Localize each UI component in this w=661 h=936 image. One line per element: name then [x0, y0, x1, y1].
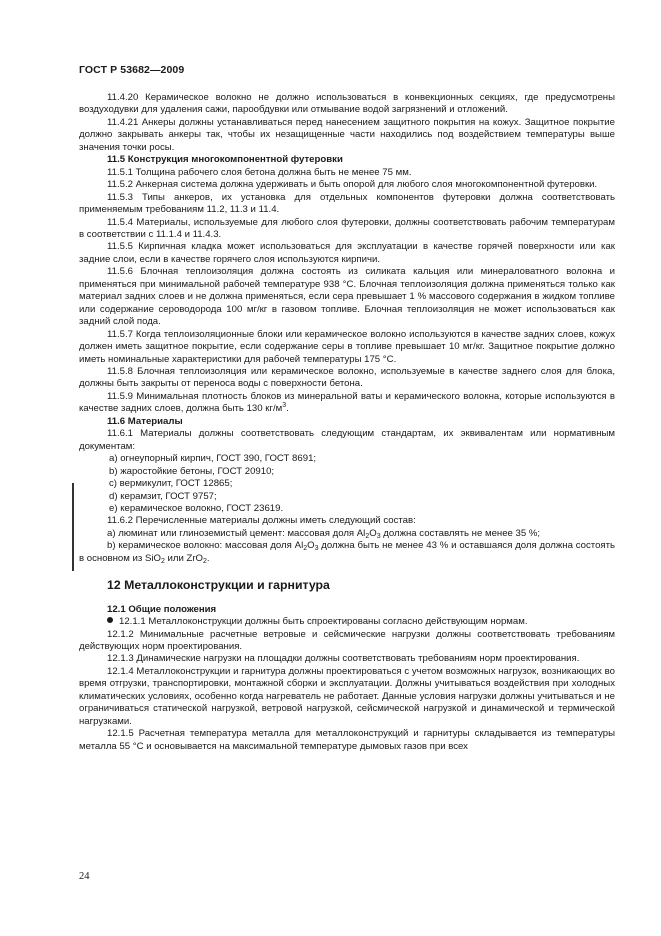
paragraph-12-1-2: 12.1.2 Минимальные расчетные ветровые и сейсмические нагрузки должны соответствовать требованиям действующих норм проектирования.: [79, 628, 615, 653]
chapter-heading-12: 12 Металлоконструкции и гарнитура: [107, 578, 330, 593]
list-item-b: b) жаростойкие бетоны, ГОСТ 20910;: [109, 465, 275, 477]
document-body: [79, 92, 615, 753]
composition-item-a: [79, 528, 615, 540]
list-item-d: d) керамзит, ГОСТ 9757;: [109, 490, 217, 502]
period: .: [206, 552, 210, 564]
subscript-3: 3: [314, 545, 319, 553]
paragraph-11-5-3: 11.5.3 Типы анкеров, их установка для отдельных компонентов футеровки должна соответствовать применяемым требованиям 11.2, 11.3 и 11.4.: [79, 191, 615, 216]
subscript-2: 2: [203, 557, 207, 565]
bullet-dot-icon: [107, 617, 113, 623]
composition-b-text: b) керамическое волокно: массовая доля Al: [107, 540, 304, 552]
section-heading-12-1: 12.1 Общие положения: [107, 603, 217, 615]
composition-b-mid: должна быть не менее 43 % и оставшаяся доля должна состоять в основном из SiO: [79, 540, 615, 564]
oxygen-o: O: [369, 527, 377, 539]
list-item-a: а) огнеупорный кирпич, ГОСТ 390, ГОСТ 8691;: [109, 453, 317, 465]
list-item-e: е) керамическое волокно, ГОСТ 23619.: [109, 502, 284, 514]
composition-item-b: [79, 540, 615, 565]
paragraph-11-6-2: 11.6.2 Перечисленные материалы должны иметь следующий состав:: [107, 515, 416, 527]
list-item-c: с) вермикулит, ГОСТ 12865;: [109, 478, 233, 490]
change-bar: [72, 483, 74, 571]
paragraph-11-5-9-text: 11.5.9 Минимальная плотность блоков из минеральной ваты и керамического волокна, которые используются в качестве задних слоев, должна быть 130 кг/м: [79, 390, 615, 415]
paragraph-12-1-1: [79, 616, 615, 628]
paragraph-11-5-7: 11.5.7 Когда теплоизоляционные блоки или керамическое волокно используются в качестве задних слоев, кожух должен иметь защитное покрытие, если содержание серы в топливе превышает 10 мг/кг. Защитное покрытие должно иметь номинальные характеристики для рабочей температуры 175 °С.: [79, 328, 615, 365]
section-heading-11-5: 11.5 Конструкция многокомпонентной футеровки: [107, 154, 343, 166]
paragraph-12-1-5: 12.1.5 Расчетная температура металла для металлоконструкций и гарнитуры складывается из температуры металла 55 °С и основывается на максимальной температуре дымовых газов при всех: [79, 728, 615, 752]
paragraph-12-1-4: 12.1.4 Металлоконструкции и гарнитура должны проектироваться с учетом возможных нагрузок, возникающих во время отгрузки, транспортировки, монтажной сборки и эксплуатации. Должны учитываться воздействия при холодных климатических условиях, особенно когда нагреватель не работает. Данные условия нагрузки должны учитываться и не ограничиваться статической нагрузкой, ветровой нагрузкой, сейсмической нагрузкой и динамической и термической нагрузками.: [79, 665, 615, 727]
paragraph-11-5-5: 11.5.5 Кирпичная кладка может использоваться для эксплуатации в качестве горячей поверхности или как задние слои, если в качестве горячего слоя используются кирпичи.: [79, 241, 615, 265]
subscript-2: 2: [365, 532, 370, 540]
oxygen-o: O: [307, 540, 315, 552]
composition-a-tail: должна составлять не менее 35 %;: [380, 527, 541, 539]
paragraph-11-5-9: [79, 391, 615, 416]
paragraph-11-6-1: 11.6.1 Материалы должны соответствовать следующим стандартам, их эквивалентам или нормативным документам:: [79, 428, 615, 452]
paragraph-12-1-1-text: 12.1.1 Металлоконструкции должны быть спроектированы согласно действующим нормам.: [119, 616, 528, 628]
composition-b-or: или ZrO: [164, 552, 204, 564]
paragraph-11-4-20: 11.4.20 Керамическое волокно не должно использоваться в конвекционных секциях, где предусмотрены воздуходувки для удаления сажи, парообдувки или отмывание водой загрязнений и отложений.: [79, 92, 615, 116]
paragraph-12-1-3: 12.1.3 Динамические нагрузки на площадки должны соответствовать требованиям норм проектирования.: [107, 653, 580, 665]
page-number: 24: [79, 871, 90, 882]
subscript-2: 2: [160, 557, 165, 565]
section-heading-11-6: 11.6 Материалы: [107, 415, 183, 427]
period: .: [286, 403, 289, 415]
composition-a-text: а) люминат или глиноземистый цемент: массовая доля Al: [107, 527, 366, 539]
paragraph-11-5-2: 11.5.2 Анкерная система должна удерживать и быть опорой для любого слоя многокомпонентной футеровки.: [107, 179, 598, 191]
document-header: ГОСТ Р 53682—2009: [79, 64, 185, 76]
paragraph-11-5-6: 11.5.6 Блочная теплоизоляция должна состоять из силиката кальция или минераловатного волокна и применяться при минимальной рабочей температуре 938 °С. Блочная теплоизоляция должна применяться только как материал задних слоев и не должна применяться, если сера превышает 1 % массового содержания в жидком топливе или содержание сероводорода 100 мг/кг в газовом топливе. Блочная теплоизоляция не может использоваться как задний слой пода.: [79, 266, 615, 328]
paragraph-11-5-8: 11.5.8 Блочная теплоизоляция или керамическое волокно, используемые в качестве заднего слоя для блока, должны быть закрыты от переноса воды с поверхности бетона.: [79, 365, 615, 390]
subscript-2: 2: [303, 545, 308, 553]
paragraph-11-5-1: 11.5.1 Толщина рабочего слоя бетона должна быть не менее 75 мм.: [107, 166, 412, 178]
paragraph-11-4-21: 11.4.21 Анкеры должны устанавливаться перед нанесением защитного покрытия на кожух. Защитное покрытие должно закрывать анкеры так, чтобы их незащищенные части находились под воздействием температуры выше значения точки росы.: [79, 116, 615, 153]
subscript-3: 3: [376, 532, 381, 540]
superscript-3: 3: [282, 402, 287, 410]
paragraph-11-5-4: 11.5.4 Материалы, используемые для любого слоя футеровки, должны соответствовать рабочим температурам в соответствии с 11.1.4 и 11.4.3.: [79, 216, 615, 240]
